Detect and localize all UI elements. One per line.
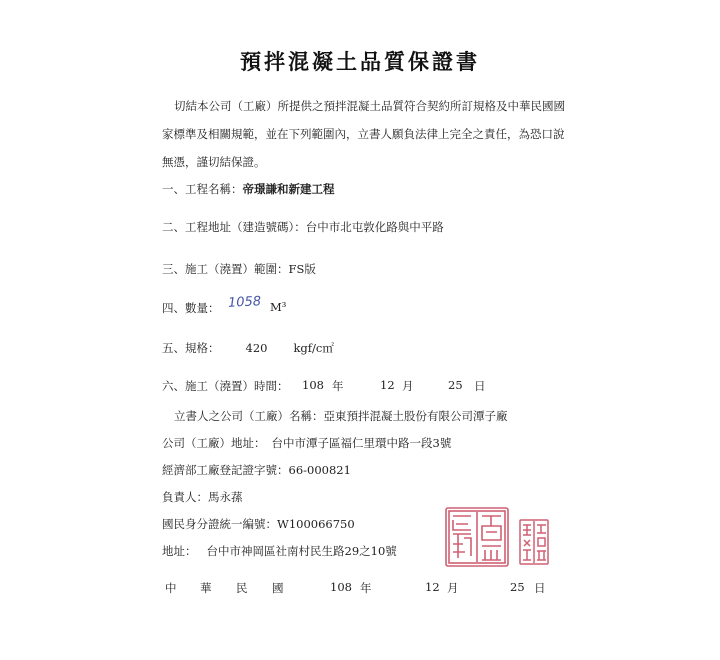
item-specification: 五、規格： 420 kgf/c㎡ <box>162 341 334 355</box>
id-number-value: W100066750 <box>277 517 355 531</box>
signer-company: 立書人之公司（工廠）名稱：亞東預拌混凝土股份有限公司潭子廠 <box>174 409 508 423</box>
date-day: 25 <box>510 580 525 594</box>
item-project-name: 一、工程名稱：帝璟謙和新建工程 <box>162 182 335 196</box>
responsible-value: 馬永蓀 <box>208 490 243 504</box>
pour-day: 25 <box>448 378 463 392</box>
specification-value: 420 <box>245 341 268 355</box>
responsible-address: 地址： 台中市神岡區社南村民生路29之10號 <box>162 544 397 558</box>
pour-month: 12 <box>380 378 395 392</box>
company-seal-stamp <box>444 506 510 568</box>
personal-seal-stamp <box>518 518 550 566</box>
item-pour-scope: 三、施工（澆置）範圍：FS版 <box>162 262 316 276</box>
date-year: 108 <box>330 580 352 594</box>
date-char-1: 中 <box>165 581 177 595</box>
responsible-person: 負責人：馬永蓀 <box>162 490 243 504</box>
handwritten-quantity: 1058 <box>227 294 262 311</box>
intro-paragraph <box>162 92 574 176</box>
company-address: 公司（工廠）地址： 台中市潭子區福仁里環中路一段3號 <box>162 436 452 450</box>
pour-scope-value: FS版 <box>288 262 316 276</box>
signer-company-value: 亞東預拌混凝土股份有限公司潭子廠 <box>323 409 508 423</box>
certificate-page: 預拌混凝土品質保證書 切結本公司（工廠）所提供之預拌混凝土品質符合契約所訂規格及中華民國國家標準及相關規範，並在下列範圍內，立書人願負法律上完全之責任，為恐口說無憑，謹切結保證。 一、工程名稱：帝璟謙和新建工程 二、工程地址（建造號碼）：台中市北屯敦化路與中平路 三、施工（澆置）範圍：FS版 四、數量： 1058 M³ 五、規格： 420 kgf/c㎡ 六、施工（澆置）時間： 108 年 12 月 25 日 立書人之公司（工廠）名稱：亞東預拌混凝土股份有限公司潭子廠 公司（工廠）地址： 台中市潭子區福仁里環中路一段3號 經濟部工廠登記證字號：66-000821 負責人：馬永蓀 國民身分證統一編號：W100066750 地址： 台中市神岡區社南村民生路29之10號 中 華 民 國 108 年 12 月 25 日 <box>0 0 720 660</box>
item-quantity: 四、數量： <box>162 301 220 315</box>
date-month: 12 <box>425 580 440 594</box>
specification-unit: kgf/c㎡ <box>293 341 334 355</box>
intro-text: 切結本公司（工廠）所提供之預拌混凝土品質符合契約所訂規格及中華民國國家標準及相關規範，並在下列範圍內，立書人願負法律上完全之責任，為恐口說無憑，謹切結保證。 <box>162 99 565 169</box>
date-char-3: 民 <box>236 581 248 595</box>
responsible-address-value: 台中市神岡區社南村民生路29之10號 <box>206 544 397 558</box>
project-name-value: 帝璟謙和新建工程 <box>242 182 335 196</box>
item-project-address: 二、工程地址（建造號碼）：台中市北屯敦化路與中平路 <box>162 220 444 234</box>
date-char-2: 華 <box>200 581 212 595</box>
item-pour-time: 六、施工（澆置）時間： <box>162 379 289 393</box>
company-address-value: 台中市潭子區福仁里環中路一段3號 <box>271 436 452 450</box>
project-address-value: 台中市北屯敦化路與中平路 <box>305 220 444 234</box>
factory-registration: 經濟部工廠登記證字號：66-000821 <box>162 463 351 477</box>
id-number: 國民身分證統一編號：W100066750 <box>162 517 355 531</box>
date-char-4: 國 <box>272 581 284 595</box>
quantity-unit: M³ <box>270 300 287 314</box>
document-title: 預拌混凝土品質保證書 <box>240 49 480 74</box>
registration-value: 66-000821 <box>288 463 351 477</box>
pour-year: 108 <box>302 378 324 392</box>
